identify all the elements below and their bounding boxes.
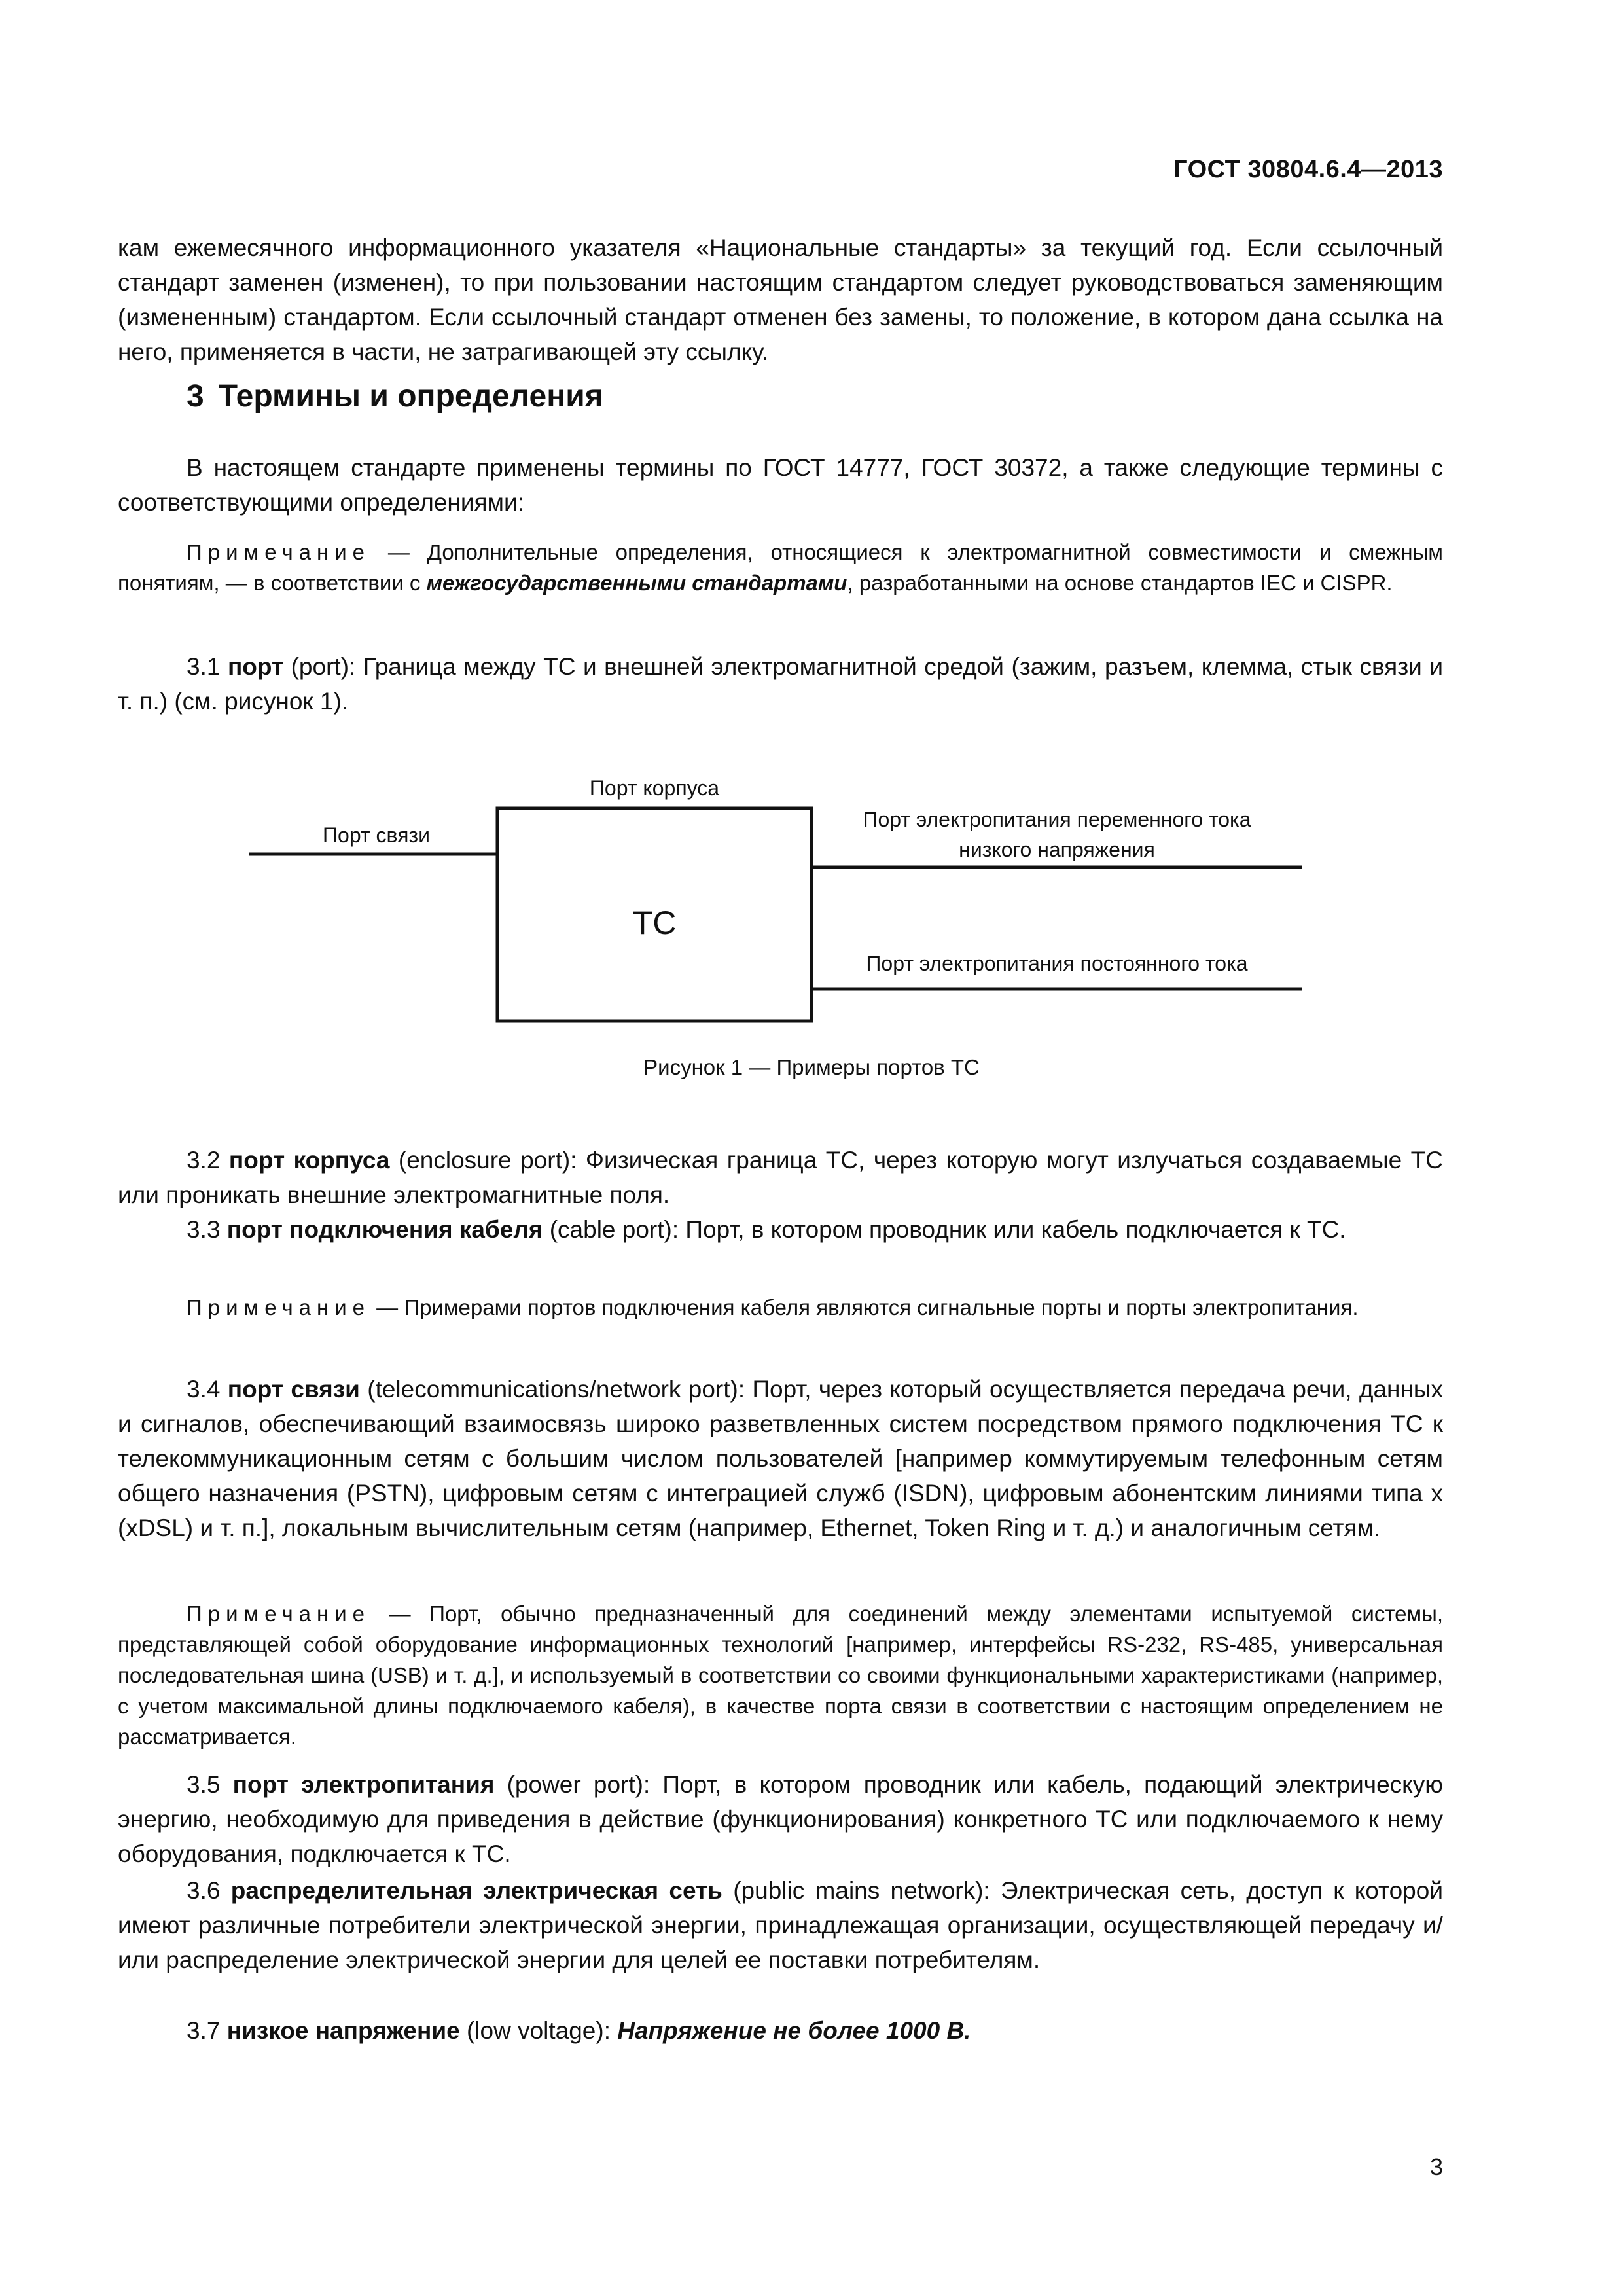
section-number: 3 [187,379,204,414]
term-number: 3.3 [187,1216,221,1243]
section-intro: В настоящем стандарте применены термины по ГОСТ 14777, ГОСТ 30372, а также следующие термины с соответствующими определениями: [118,454,1443,516]
note-2 [118,1292,1443,1323]
note-3 [118,1598,1443,1752]
term-3-4 [118,1372,1443,1545]
term-definition: (telecommunications/network port): Порт, через который осуществляется передача речи, данных и сигналов, обеспечивающий взаимосвязь широко разветвленных систем посредством прямого подключения ТС к телекоммуникационным сетям с большим числом пользователей [например коммутируемым телефонным сетям общего назначения (PSTN), цифровым сетям с интеграцией служб (ISDN), цифровым абонентским линиями типа х (xDSL) и т. п.], локальным вычислительным сетям (например, Ethernet, Token Ring и т. д.) и аналогичным сетям. [118,1376,1444,1541]
term-number: 3.5 [187,1771,221,1798]
term-name: распределительная электрическая сеть [230,1877,722,1904]
figure-caption: Рисунок 1 — Примеры портов ТС [643,1055,980,1079]
term-3-3 [118,1212,1443,1247]
term-definition: (enclosure port): Физическая граница ТС, через которую могут излучаться создаваемые ТС или проникать внешние электромагнитные поля. [118,1147,1443,1208]
note-emphasis: межгосударственными стандартами [426,571,847,595]
term-name: низкое напряжение [226,2017,460,2044]
note-text: — Примерами портов подключения кабеля являются сигнальные порты и порты электропитания. [370,1295,1359,1319]
term-name: порт электропитания [232,1771,495,1798]
term-name: порт подключения кабеля [226,1216,543,1243]
term-name: порт [227,653,284,680]
label-comm-port: Порт связи [323,823,430,847]
label-enclosure-port: Порт корпуса [589,776,720,800]
note-label: Примечание [187,1295,371,1319]
note-label: Примечание [187,540,371,564]
term-number: 3.1 [187,653,221,680]
term-definition: (low voltage): [459,2017,618,2044]
intro-paragraph: кам ежемесячного информационного указателя «Национальные стандарты» за текущий год. Если ссылочный стандарт заменен (изменен), то при пользовании настоящим стандартом следует руководствоваться заменяющим (измененным) стандартом. Если ссылочный стандарт отменен без замены, то положение, в котором дана ссылка на него, применяется в части, не затрагивающей эту ссылку. [118,234,1443,365]
term-definition: (public mains network): Электрическая сеть, доступ к которой имеют различные потребители электрической энергии, принадлежащая организации, осуществляющей передачу и/или распределение электрической энергии для целей ее поставки потребителям. [118,1877,1443,1973]
term-3-1 [118,649,1443,719]
term-3-6 [118,1873,1443,1977]
page-number: 3 [1429,2153,1443,2180]
label-ac-port-line1: Порт электропитания переменного тока [863,808,1251,831]
term-number: 3.4 [187,1376,221,1403]
note-text: , разработанными на основе стандартов IEC и CISPR. [847,571,1393,595]
term-definition: (cable port): Порт, в котором проводник или кабель подключается к ТС. [543,1216,1346,1243]
label-ac-port-line2: низкого напряжения [959,838,1155,861]
note-label: Примечание [187,1602,371,1626]
term-name: порт корпуса [228,1147,390,1174]
term-name: порт связи [227,1376,360,1403]
note-text: — Дополнительные определения, относящиеся к электромагнитной совместимости и смежным понятиям, — в соответствии с [118,540,1443,595]
term-3-7 [118,2013,1443,2048]
term-number: 3.7 [187,2017,221,2044]
term-definition: (port): Граница между ТС и внешней электромагнитной средой (зажим, разъем, клемма, стык связи и т. п.) (см. рисунок 1). [118,653,1444,715]
figure-1-diagram [249,762,1309,1037]
term-number: 3.6 [187,1877,221,1904]
document-number: ГОСТ 30804.6.4—2013 [1173,156,1443,183]
term-3-5 [118,1767,1443,1871]
term-definition: (power port): Порт, в котором проводник или кабель, подающий электрическую энергию, необходимую для приведения в действие (функционирования) конкретного ТС или подключаемого к нему оборудования, подключается к ТС. [118,1771,1444,1867]
term-3-2 [118,1143,1443,1212]
label-dc-port: Порт электропитания постоянного тока [866,952,1248,975]
section-title-text: Термины и определения [218,379,603,414]
label-equipment: ТС [632,905,677,941]
note-text: — Порт, обычно предназначенный для соединений между элементами испытуемой системы, представляющей собой оборудование информационных технологий [например, интерфейсы RS-232, RS-485, универсальная последовательная шина (USB) и т. д.], и используемый в соответствии со своими функциональными характеристиками (например, с учетом максимальной длины подключаемого кабеля), в качестве порта связи в соответствии с настоящим определением не рассматривается. [118,1602,1443,1749]
section-title [187,378,603,414]
term-emphasis: Напряжение не более 1000 В. [617,2017,971,2044]
term-number: 3.2 [187,1147,221,1174]
note-1 [118,537,1443,598]
